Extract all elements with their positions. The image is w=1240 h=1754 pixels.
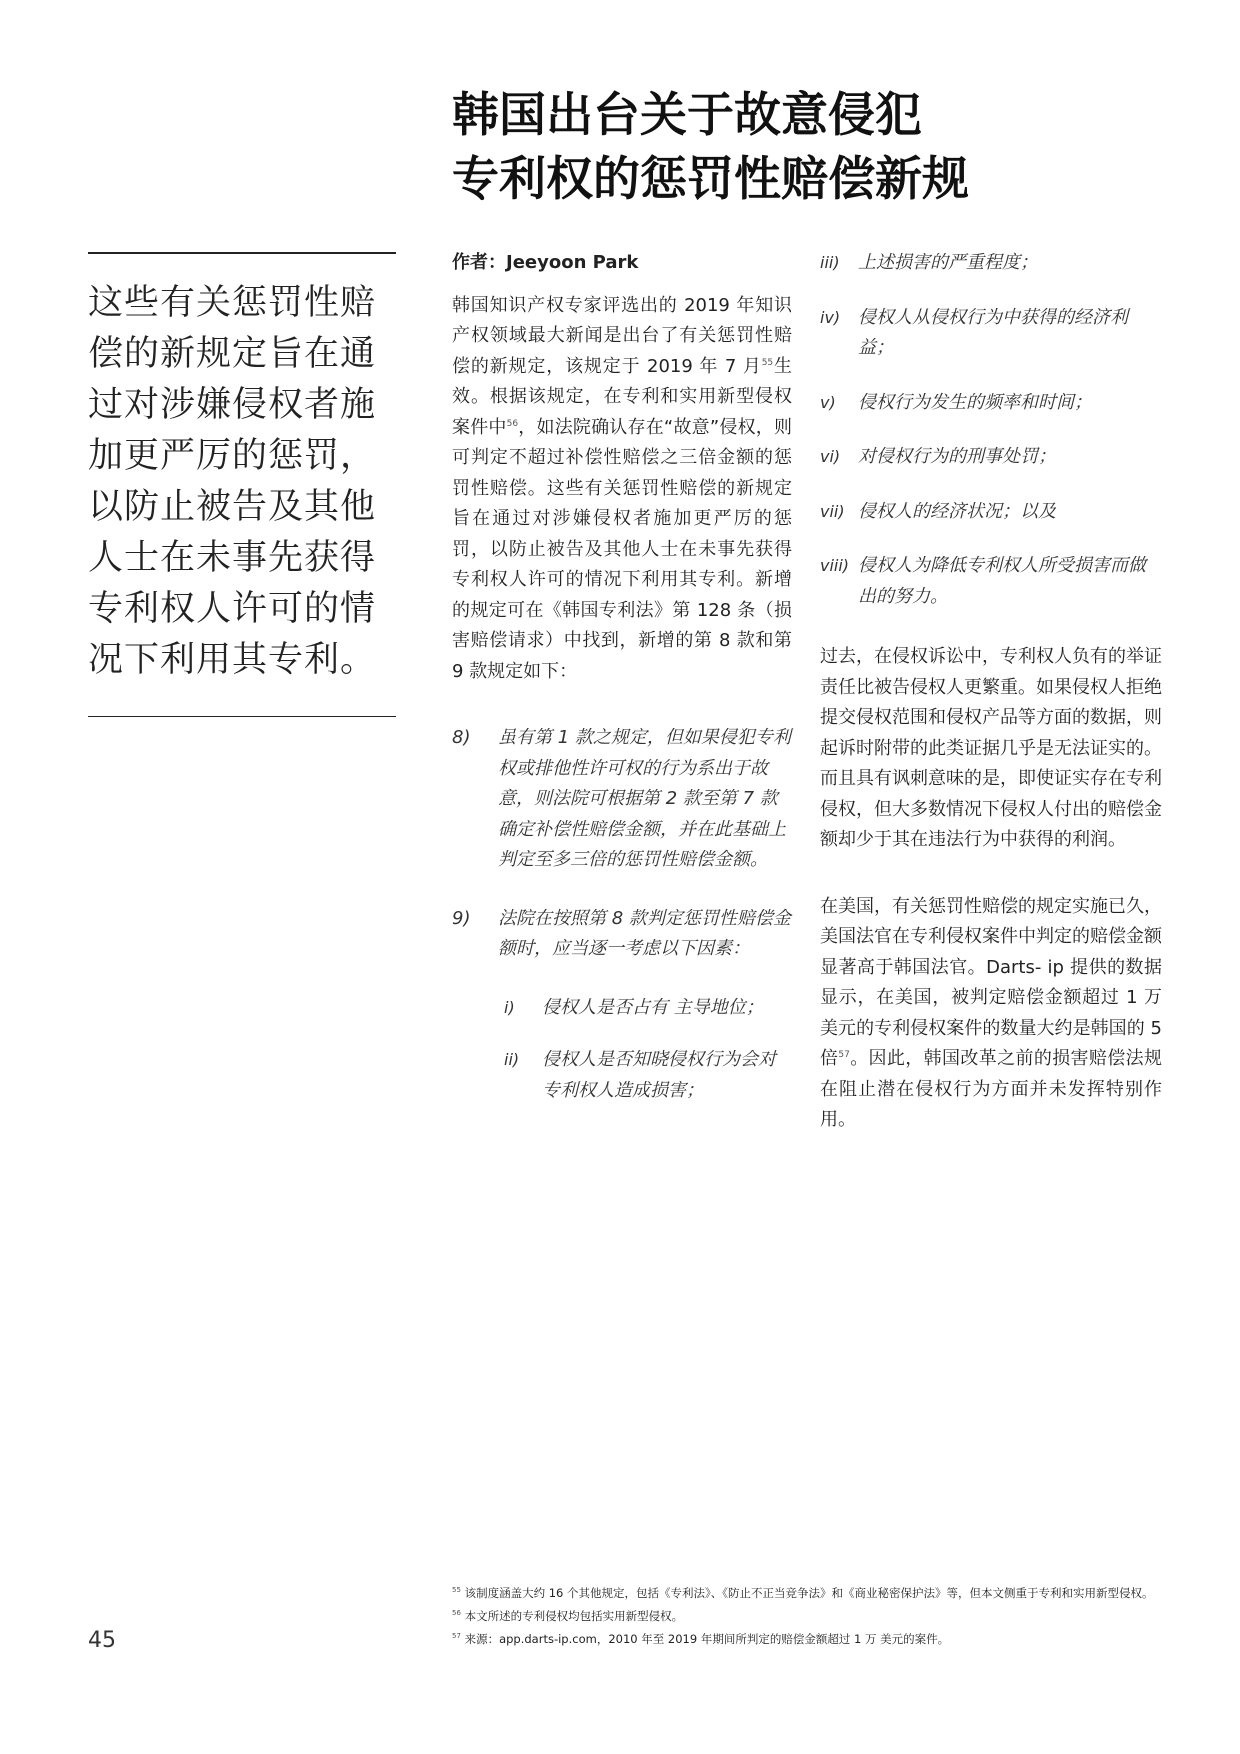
column-middle (452, 248, 792, 1128)
factor-number: ii) (504, 1050, 520, 1069)
factor-number: iv) (820, 307, 841, 327)
pull-quote-text: 这些有关惩罚性赔偿的新规定旨在通过对涉嫌侵权者施加更严厉的惩罚，以防止被告及其他人士在未事先获得专利权人许可的情况下利用其专利。 (88, 283, 377, 680)
factor-text: 侵权人的经济状况；以及 (858, 500, 1056, 522)
clause-number: 9) (452, 907, 471, 929)
factor-number: i) (504, 997, 515, 1017)
clause-9 (452, 904, 792, 965)
author-line: 作者：Jeeyoon Park (452, 252, 639, 273)
pull-quote (88, 252, 396, 717)
pull-quote-bottom-rule (88, 716, 396, 717)
footnote-text: 本文所述的专利侵权均包括实用新型侵权。 (464, 1609, 684, 1623)
factor-number: v) (820, 392, 836, 412)
factor-number: vii) (820, 501, 845, 521)
factor-text: 对侵权行为的刑事处罚； (858, 446, 1056, 467)
footnotes (452, 1585, 1162, 1654)
pull-quote-top-rule (88, 252, 396, 254)
intro-text-3: ，如法院确认存在“故意”侵权，则可判定不超过补偿性赔偿之三倍金额的惩罚性赔偿。这些有关惩罚性赔偿的新规定旨在通过对涉嫌侵权者施加更严厉的惩罚，以防止被告及其他人士在未事先获得专利权人许可的情况下利用其专利。新增的规定可在《韩国专利法》第 128 条（损害赔偿请求）中找到，新增的第 8 款和第 9 款规定如下： (452, 416, 793, 682)
factor-text: 侵权人从侵权行为中获得的经济利益； (858, 306, 1128, 358)
factor-number: iii) (820, 253, 840, 272)
factor-text: 上述损害的严重程度； (858, 252, 1038, 273)
factor-item (820, 248, 1162, 279)
clause-text: 法院在按照第 8 款判定惩罚性赔偿金额时，应当逐一考虑以下因素： (498, 907, 791, 959)
footnote (452, 1631, 1162, 1648)
column-right (820, 248, 1162, 1172)
footnote-text: 该制度涵盖大约 16 个其他规定，包括《专利法》、《防止不正当竞争法》和《商业秘密保护法》等，但本文侧重于专利和实用新型侵权。 (464, 1586, 1154, 1600)
footnote (452, 1608, 1162, 1625)
factor-text: 侵权人为降低专利权人所受损害而做出的努力。 (858, 555, 1146, 607)
past-paragraph: 过去，在侵权诉讼中，专利权人负有的举证责任比被告侵权人更繁重。如果侵权人拒绝提交侵权范围和侵权产品等方面的数据，则起诉时附带的此类证据几乎是无法证实的。而且具有讽刺意味的是，即使证实存在专利侵权，但大多数情况下侵权人付出的赔偿金额却少于其在违法行为中获得的利润。 (820, 646, 1162, 850)
article-title (452, 84, 1172, 212)
intro-paragraph (452, 291, 792, 688)
page-number: 45 (88, 1628, 116, 1653)
factor-item (820, 303, 1162, 364)
factor-item (504, 993, 792, 1024)
clause-text: 虽有第 1 款之规定，但如果侵犯专利权或排他性许可权的行为系出于故意，则法院可根据第 2 款至第 7 款确定补偿性赔偿金额，并在此基础上判定至多三倍的惩罚性赔偿金额。 (498, 727, 791, 870)
footnote-number: 56 (452, 1609, 461, 1618)
footnote (452, 1585, 1162, 1602)
factor-text: 侵权行为发生的频率和时间； (858, 391, 1092, 413)
footnote-text: 来源：app.darts-ip.com，2010 年至 2019 年期间所判定的赔偿金额超过 1 万 美元的案件。 (464, 1632, 950, 1646)
intro-text-2: 生效。根据该规定，在专利和实用新型侵权案件中 (452, 355, 793, 438)
intro-text-1: 韩国知识产权专家评选出的 2019 年知识产权领域最大新闻是出台了有关惩罚性赔偿的新规定，该规定于 2019 年 7 月 (452, 294, 792, 377)
clause-8 (452, 723, 792, 876)
footnote-number: 57 (452, 1632, 461, 1641)
factor-text: 侵权人是否占有 主导地位； (542, 996, 764, 1018)
factor-item (504, 1045, 792, 1106)
footnote-number: 55 (452, 1586, 461, 1595)
clause-number: 8) (452, 727, 471, 748)
footnote-ref-55: 55 (761, 357, 774, 368)
factor-item (820, 388, 1162, 419)
title-line-2: 专利权的惩罚性赔偿新规 (452, 152, 969, 207)
title-line-1: 韩国出台关于故意侵犯 (452, 88, 922, 143)
footnote-ref-56: 56 (506, 418, 519, 429)
us-text-1: 在美国，有关惩罚性赔偿的规定实施已久，美国法官在专利侵权案件中判定的赔偿金额显著高于韩国法官。Darts- ip 提供的数据显示，在美国，被判定赔偿金额超过 1 万美元的专利侵权案件的数量大约是韩国的 5 倍 (820, 895, 1162, 1069)
factor-item (820, 442, 1162, 473)
us-text-2: 。因此，韩国改革之前的损害赔偿法规在阻止潜在侵权行为方面并未发挥特别作用。 (820, 1048, 1163, 1130)
factor-text: 侵权人是否知晓侵权行为会对专利权人造成损害； (542, 1049, 776, 1101)
footnote-ref-57: 57 (838, 1050, 850, 1060)
us-paragraph (820, 892, 1162, 1136)
factor-list-continued (820, 248, 1162, 612)
factor-number: viii) (820, 556, 850, 575)
factor-item (820, 551, 1162, 612)
factor-item (820, 497, 1162, 528)
factor-number: vi) (820, 447, 841, 466)
